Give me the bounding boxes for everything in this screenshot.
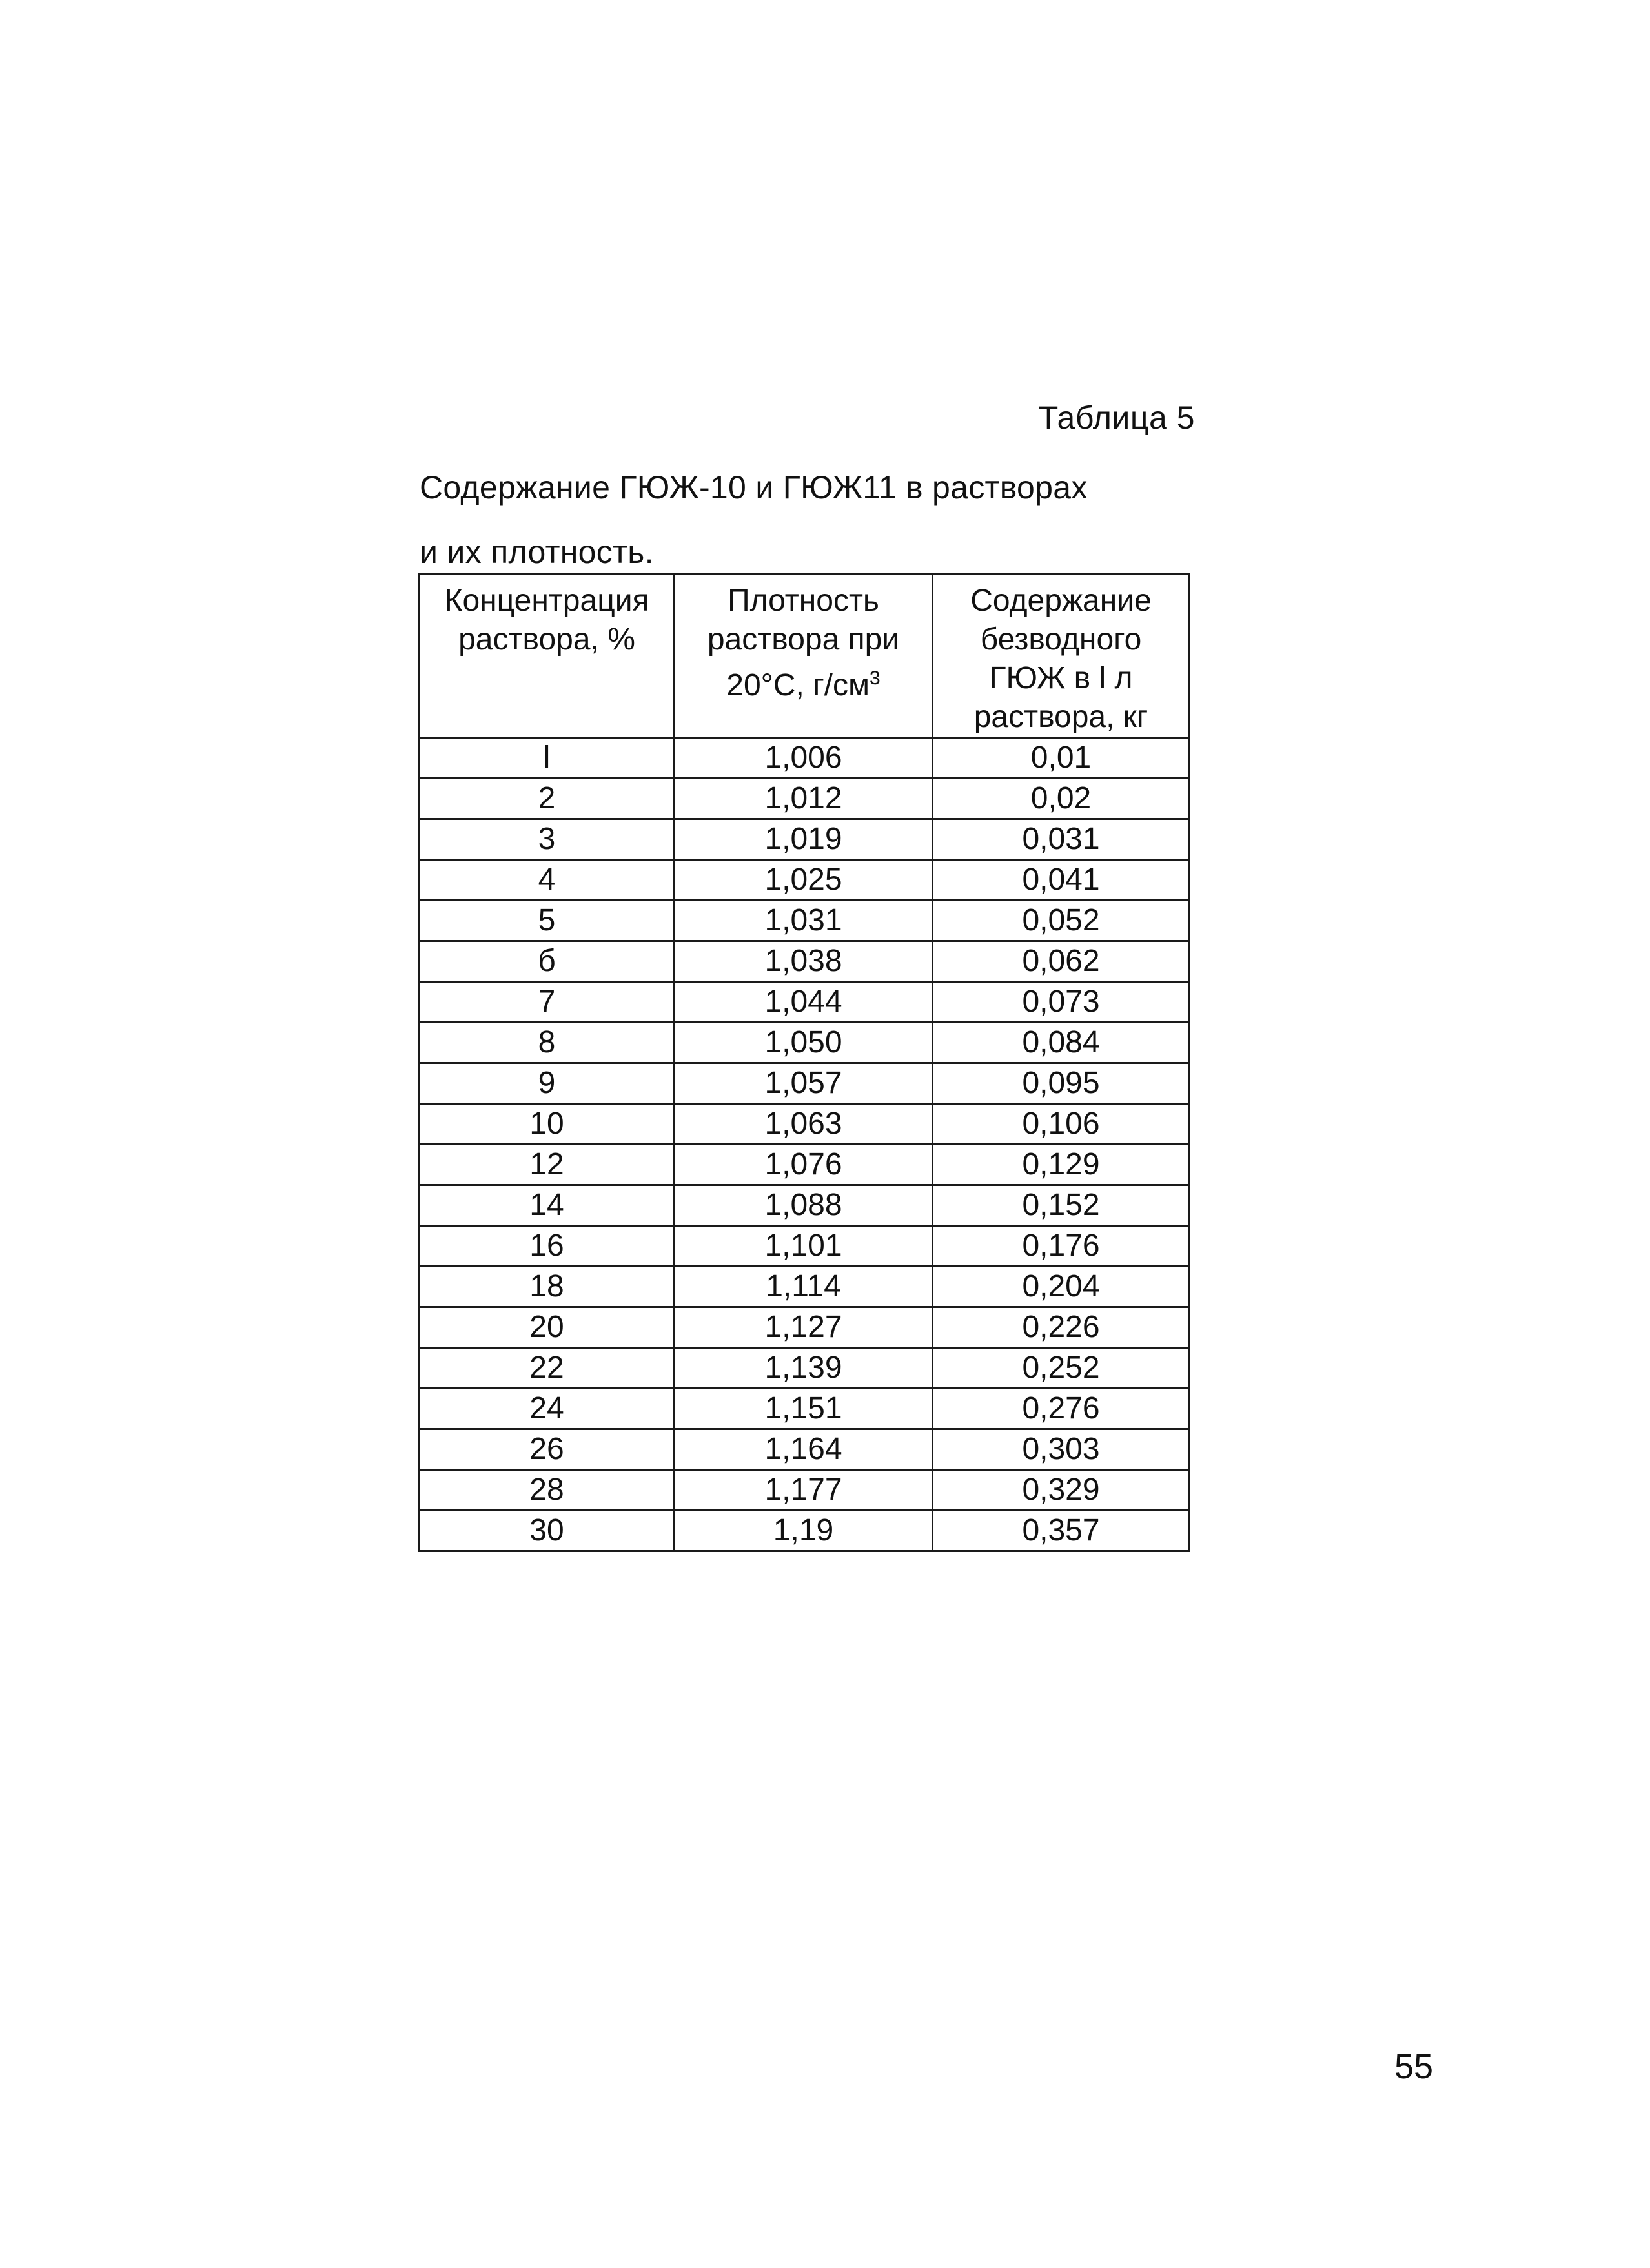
header-content bbox=[933, 575, 1190, 738]
cell-content: 0,073 bbox=[933, 982, 1190, 1023]
table-row bbox=[420, 1429, 1190, 1470]
table-row bbox=[420, 1511, 1190, 1551]
table-row bbox=[420, 819, 1190, 860]
cell-concentration: 7 bbox=[420, 982, 675, 1023]
cell-density: 1,19 bbox=[675, 1511, 933, 1551]
cell-concentration: 3 bbox=[420, 819, 675, 860]
cell-content: 0,062 bbox=[933, 941, 1190, 982]
cell-density: 1,012 bbox=[675, 779, 933, 819]
cell-content: 0,303 bbox=[933, 1429, 1190, 1470]
cell-concentration: б bbox=[420, 941, 675, 982]
cell-concentration: 28 bbox=[420, 1470, 675, 1511]
cell-content: 0,329 bbox=[933, 1470, 1190, 1511]
cell-content: 0,095 bbox=[933, 1063, 1190, 1104]
table-row bbox=[420, 779, 1190, 819]
cell-content: 0,252 bbox=[933, 1348, 1190, 1389]
cell-density: 1,177 bbox=[675, 1470, 933, 1511]
cell-concentration: 30 bbox=[420, 1511, 675, 1551]
cell-concentration: 8 bbox=[420, 1023, 675, 1063]
table-row bbox=[420, 1063, 1190, 1104]
cell-density: 1,006 bbox=[675, 738, 933, 779]
cell-density: 1,038 bbox=[675, 941, 933, 982]
cell-content: 0,226 bbox=[933, 1307, 1190, 1348]
cell-content: 0,02 bbox=[933, 779, 1190, 819]
table-row bbox=[420, 1104, 1190, 1145]
header-concentration-line-1: Концентрация bbox=[444, 584, 649, 618]
cell-concentration: 26 bbox=[420, 1429, 675, 1470]
table-row bbox=[420, 1389, 1190, 1429]
cell-density: 1,025 bbox=[675, 860, 933, 901]
cell-content: 0,01 bbox=[933, 738, 1190, 779]
cell-content: 0,106 bbox=[933, 1104, 1190, 1145]
cell-content: 0,129 bbox=[933, 1145, 1190, 1185]
cell-concentration: 22 bbox=[420, 1348, 675, 1389]
header-content-line-1: Содержание bbox=[970, 584, 1152, 618]
table-row bbox=[420, 1023, 1190, 1063]
cell-density: 1,019 bbox=[675, 819, 933, 860]
header-density bbox=[675, 575, 933, 738]
header-concentration-line-2: раствора, % bbox=[458, 622, 635, 657]
cell-density: 1,164 bbox=[675, 1429, 933, 1470]
cell-density: 1,088 bbox=[675, 1185, 933, 1226]
cell-content: 0,041 bbox=[933, 860, 1190, 901]
page-number: 55 bbox=[1394, 2047, 1434, 2086]
cell-density: 1,050 bbox=[675, 1023, 933, 1063]
density-table bbox=[418, 573, 1190, 1552]
cell-density: 1,114 bbox=[675, 1267, 933, 1307]
cell-density: 1,151 bbox=[675, 1389, 933, 1429]
caption-line-2: и их плотность. bbox=[420, 534, 654, 570]
cell-density: 1,139 bbox=[675, 1348, 933, 1389]
cell-concentration: 10 bbox=[420, 1104, 675, 1145]
table-row bbox=[420, 860, 1190, 901]
cell-concentration: 20 bbox=[420, 1307, 675, 1348]
cell-concentration: l bbox=[420, 738, 675, 779]
cell-content: 0,176 bbox=[933, 1226, 1190, 1267]
cell-density: 1,063 bbox=[675, 1104, 933, 1145]
cell-content: 0,204 bbox=[933, 1267, 1190, 1307]
table-row bbox=[420, 941, 1190, 982]
table-row bbox=[420, 1470, 1190, 1511]
header-density-superscript: 3 bbox=[870, 668, 881, 689]
cell-concentration: 9 bbox=[420, 1063, 675, 1104]
table-row bbox=[420, 1348, 1190, 1389]
table-row bbox=[420, 1226, 1190, 1267]
cell-concentration: 16 bbox=[420, 1226, 675, 1267]
cell-density: 1,057 bbox=[675, 1063, 933, 1104]
cell-content: 0,152 bbox=[933, 1185, 1190, 1226]
cell-concentration: 5 bbox=[420, 901, 675, 941]
cell-content: 0,052 bbox=[933, 901, 1190, 941]
caption-line-1: Содержание ГЮЖ-10 и ГЮЖ11 в растворах bbox=[420, 469, 1088, 506]
table-label: Таблица 5 bbox=[1038, 400, 1195, 436]
header-density-line-2: раствора при bbox=[707, 622, 900, 657]
cell-concentration: 14 bbox=[420, 1185, 675, 1226]
table-row bbox=[420, 1185, 1190, 1226]
header-density-unit: 20°С, г/см bbox=[726, 668, 870, 702]
table-row bbox=[420, 1267, 1190, 1307]
cell-concentration: 24 bbox=[420, 1389, 675, 1429]
table-row bbox=[420, 1307, 1190, 1348]
cell-concentration: 2 bbox=[420, 779, 675, 819]
cell-density: 1,044 bbox=[675, 982, 933, 1023]
cell-density: 1,031 bbox=[675, 901, 933, 941]
header-density-line-1: Плотность bbox=[728, 584, 879, 618]
table-header-row bbox=[420, 575, 1190, 738]
header-content-line-3: ГЮЖ в l л bbox=[989, 661, 1133, 695]
cell-density: 1,076 bbox=[675, 1145, 933, 1185]
cell-concentration: 12 bbox=[420, 1145, 675, 1185]
header-content-line-4: раствора, кг bbox=[973, 700, 1148, 734]
cell-content: 0,357 bbox=[933, 1511, 1190, 1551]
cell-concentration: 4 bbox=[420, 860, 675, 901]
cell-density: 1,101 bbox=[675, 1226, 933, 1267]
cell-content: 0,084 bbox=[933, 1023, 1190, 1063]
table-caption bbox=[420, 455, 1088, 584]
table-row bbox=[420, 901, 1190, 941]
table-row bbox=[420, 982, 1190, 1023]
header-density-line-3 bbox=[675, 659, 932, 705]
header-content-line-2: безводного bbox=[980, 622, 1142, 657]
header-concentration bbox=[420, 575, 675, 738]
cell-content: 0,276 bbox=[933, 1389, 1190, 1429]
table-row bbox=[420, 1145, 1190, 1185]
cell-density: 1,127 bbox=[675, 1307, 933, 1348]
cell-content: 0,031 bbox=[933, 819, 1190, 860]
cell-concentration: 18 bbox=[420, 1267, 675, 1307]
table-row bbox=[420, 738, 1190, 779]
